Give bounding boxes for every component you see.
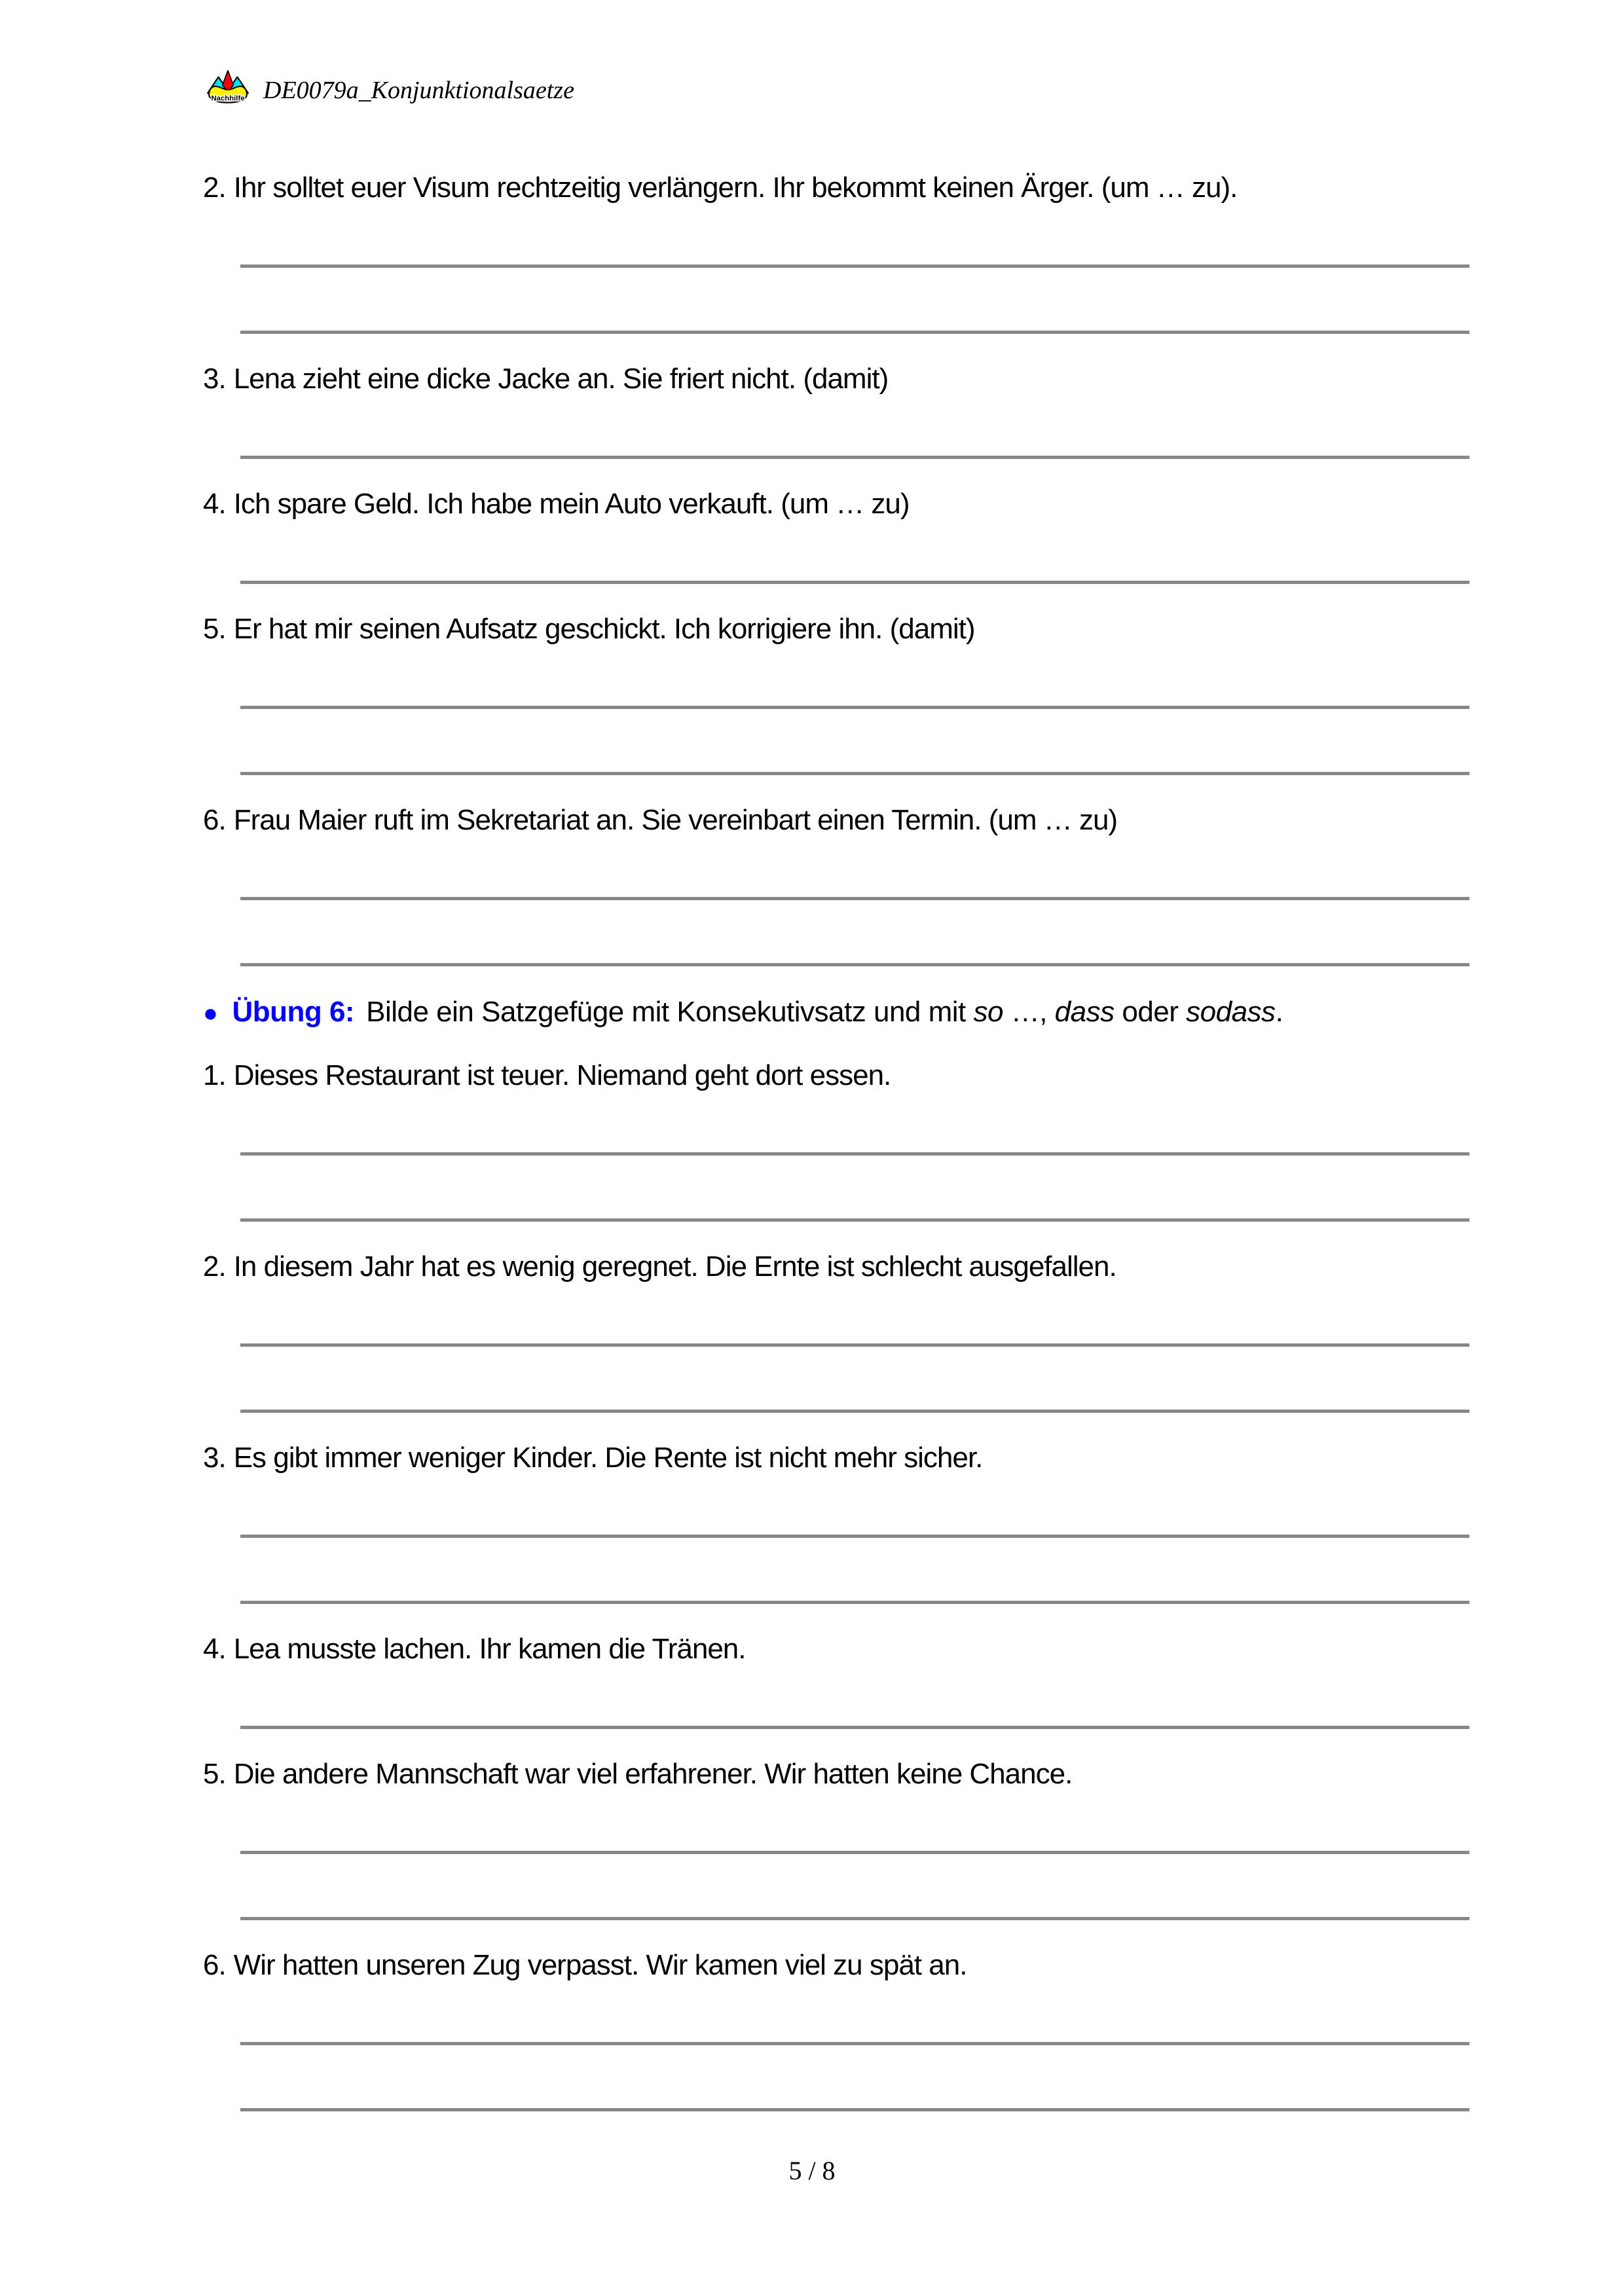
exercise-item-text bbox=[203, 1059, 1469, 1092]
item-number: 3. bbox=[203, 363, 226, 395]
item-sentence: Frau Maier ruft im Sekretariat an. Sie vereinbart einen Termin. (um … zu) bbox=[233, 804, 1118, 836]
answer-line bbox=[240, 1152, 1469, 1156]
exercise-item bbox=[203, 363, 1469, 459]
answer-line bbox=[240, 1218, 1469, 1222]
item-sentence: In diesem Jahr hat es wenig geregnet. Die Ernte ist schlecht ausgefallen. bbox=[233, 1250, 1116, 1283]
item-sentence: Lea musste lachen. Ihr kamen die Tränen. bbox=[233, 1633, 746, 1665]
item-number: 2. bbox=[203, 172, 226, 204]
answer-line bbox=[240, 706, 1469, 709]
exercise-item-text bbox=[203, 172, 1469, 204]
exercise-item-text bbox=[203, 488, 1469, 520]
exercise-item bbox=[203, 1633, 1469, 1729]
exercise-item bbox=[203, 1949, 1469, 2111]
instruction-part: so bbox=[973, 996, 1003, 1028]
answer-line bbox=[240, 1535, 1469, 1538]
instruction-part: …, bbox=[1003, 996, 1055, 1028]
exercise-item-text bbox=[203, 363, 1469, 395]
item-number: 6. bbox=[203, 804, 226, 836]
answer-line bbox=[240, 1343, 1469, 1347]
item-sentence: Ich spare Geld. Ich habe mein Auto verkauft. (um … zu) bbox=[233, 488, 910, 520]
answer-line bbox=[240, 1410, 1469, 1413]
instruction-part: oder bbox=[1114, 996, 1187, 1028]
instruction-part: . bbox=[1275, 996, 1283, 1028]
exercise-item bbox=[203, 488, 1469, 584]
answer-line bbox=[240, 1726, 1469, 1729]
answer-line bbox=[240, 772, 1469, 775]
answer-line bbox=[240, 1851, 1469, 1854]
item-sentence: Wir hatten unseren Zug verpasst. Wir kamen viel zu spät an. bbox=[233, 1949, 967, 1981]
item-sentence: Ihr solltet euer Visum rechtzeitig verlängern. Ihr bekommt keinen Ärger. (um … zu). bbox=[233, 172, 1238, 204]
uebung6-label: Übung 6: bbox=[232, 996, 355, 1028]
item-number: 4. bbox=[203, 1633, 226, 1665]
nachhilfe-logo-icon bbox=[207, 68, 249, 106]
exercise-item-text bbox=[203, 1442, 1469, 1474]
instruction-part: Bilde ein Satzgefüge mit Konsekutivsatz und mit bbox=[366, 996, 974, 1028]
exercise-item-text bbox=[203, 1250, 1469, 1283]
exercise-item-text bbox=[203, 613, 1469, 646]
answer-line bbox=[240, 2108, 1469, 2111]
answer-line bbox=[240, 264, 1469, 268]
item-number: 6. bbox=[203, 1949, 226, 1981]
exercise-item bbox=[203, 1442, 1469, 1604]
answer-line bbox=[240, 1917, 1469, 1920]
item-sentence: Lena zieht eine dicke Jacke an. Sie friert nicht. (damit) bbox=[233, 363, 889, 395]
answer-line bbox=[240, 2042, 1469, 2045]
document-title: DE0079a_Konjunktionalsaetze bbox=[263, 77, 574, 104]
answer-line bbox=[240, 331, 1469, 334]
answer-line bbox=[240, 1601, 1469, 1604]
item-number: 1. bbox=[203, 1059, 226, 1091]
item-sentence: Er hat mir seinen Aufsatz geschickt. Ich korrigiere ihn. (damit) bbox=[233, 613, 975, 645]
item-number: 5. bbox=[203, 613, 226, 645]
instruction-part: sodass bbox=[1186, 996, 1276, 1028]
answer-line bbox=[240, 581, 1469, 584]
answer-line bbox=[240, 456, 1469, 459]
item-number: 2. bbox=[203, 1250, 226, 1283]
logo-text: Nachhilfe bbox=[211, 94, 245, 103]
content bbox=[0, 111, 1624, 2140]
item-number: 3. bbox=[203, 1442, 226, 1474]
exercise-item bbox=[203, 172, 1469, 334]
exercise-item bbox=[203, 1059, 1469, 1222]
exercise-item bbox=[203, 613, 1469, 775]
exercise-item-text bbox=[203, 1949, 1469, 1982]
item-sentence: Dieses Restaurant ist teuer. Niemand geht dort essen. bbox=[233, 1059, 891, 1091]
exercise-item bbox=[203, 804, 1469, 966]
exercise-item bbox=[203, 1250, 1469, 1413]
exercise-item bbox=[203, 1758, 1469, 1920]
bullet-icon: ● bbox=[203, 1000, 218, 1027]
item-sentence: Die andere Mannschaft war viel erfahrener. Wir hatten keine Chance. bbox=[233, 1758, 1073, 1790]
exercise-item-text bbox=[203, 1758, 1469, 1791]
instruction-part: dass bbox=[1054, 996, 1115, 1028]
item-number: 4. bbox=[203, 488, 226, 520]
exercise-item-text bbox=[203, 804, 1469, 837]
header bbox=[0, 0, 1624, 111]
item-sentence: Es gibt immer weniger Kinder. Die Rente ist nicht mehr sicher. bbox=[233, 1442, 983, 1474]
item-number: 5. bbox=[203, 1758, 226, 1790]
page-number: 5 / 8 bbox=[788, 2156, 836, 2185]
exercise-item-text bbox=[203, 1633, 1469, 1666]
answer-line bbox=[240, 963, 1469, 966]
uebung6-heading bbox=[203, 995, 1469, 1030]
answer-line bbox=[240, 897, 1469, 900]
